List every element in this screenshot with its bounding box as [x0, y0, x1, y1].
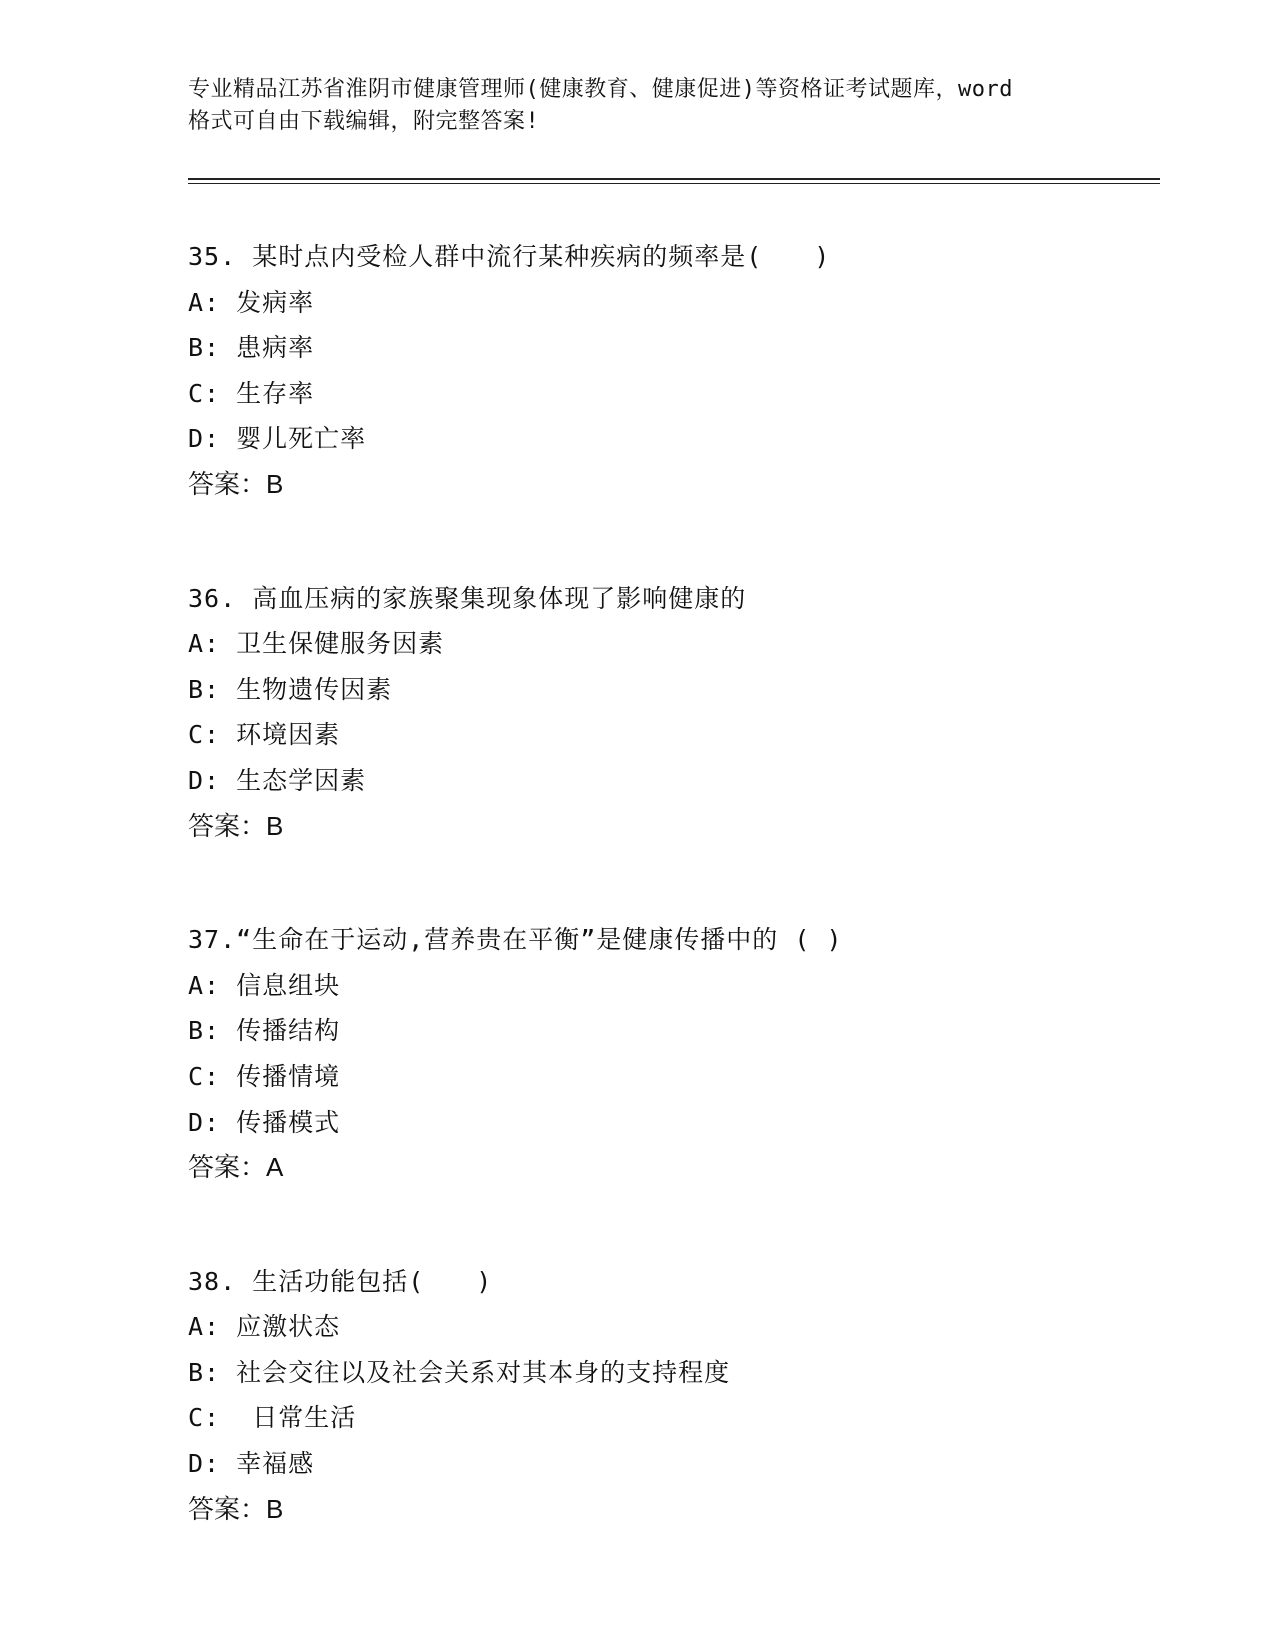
option-a: A: 信息组块: [188, 970, 341, 1000]
header-divider-thick: [188, 178, 1160, 180]
question-38: [188, 1259, 1160, 1533]
option-c: C: 传播情境: [188, 1061, 341, 1091]
option-d: D: 幸福感: [188, 1449, 315, 1479]
answer-label: 答案：B: [188, 810, 284, 841]
option-d: D: 传播模式: [188, 1107, 341, 1137]
answer-label: 答案：A: [188, 1152, 284, 1183]
option-a: A: 卫生保健服务因素: [188, 629, 445, 659]
option-d: D: 生态学因素: [188, 765, 367, 795]
question-stem: 36. 高血压病的家族聚集现象体现了影响健康的: [188, 583, 747, 613]
option-b: B: 社会交往以及社会关系对其本身的支持程度: [188, 1357, 731, 1387]
option-c: C: 日常生活: [188, 1403, 357, 1433]
option-b: B: 生物遗传因素: [188, 674, 393, 704]
question-37: [188, 917, 1160, 1191]
header-line-2: 格式可自由下载编辑，附完整答案!: [188, 109, 540, 134]
option-d: D: 婴儿死亡率: [188, 424, 367, 454]
question-35: [188, 234, 1160, 508]
document-header: [188, 74, 1088, 138]
question-36: [188, 576, 1160, 850]
option-b: B: 传播结构: [188, 1016, 341, 1046]
option-c: C: 环境因素: [188, 720, 341, 750]
answer-label: 答案：B: [188, 468, 284, 499]
option-b: B: 患病率: [188, 333, 315, 363]
option-c: C: 生存率: [188, 378, 315, 408]
header-line-1: 专业精品江苏省淮阴市健康管理师(健康教育、健康促进)等资格证考试题库，word: [188, 77, 1013, 102]
header-divider-thin: [188, 183, 1160, 184]
option-a: A: 应激状态: [188, 1312, 341, 1342]
option-a: A: 发病率: [188, 287, 315, 317]
question-list: [188, 234, 1160, 1600]
question-stem: 35. 某时点内受检人群中流行某种疾病的频率是( ): [188, 242, 831, 271]
question-stem: 37.“生命在于运动,营养贵在平衡”是健康传播中的 ( ): [188, 925, 843, 955]
question-stem: 38. 生活功能包括( ): [188, 1266, 493, 1296]
answer-label: 答案：B: [188, 1493, 284, 1524]
